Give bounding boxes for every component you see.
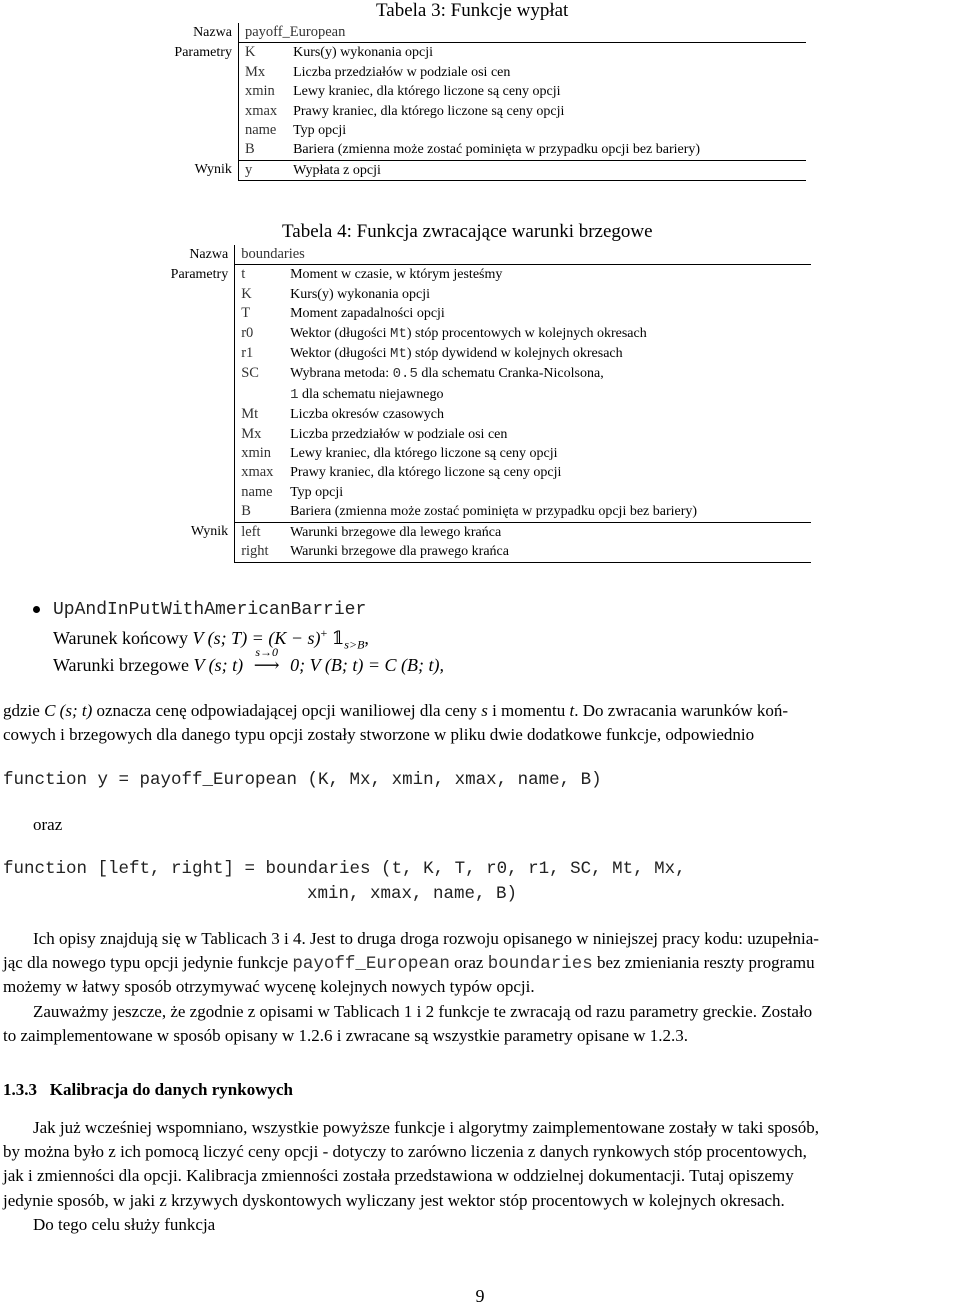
row-label	[153, 324, 235, 344]
table-row	[153, 405, 811, 424]
table-row	[158, 23, 806, 43]
code-boundaries-line-2: xmin, xmax, name, B)	[307, 884, 518, 904]
row-label: Wynik	[194, 162, 232, 178]
paragraph-2-line-2	[3, 953, 815, 974]
table-row	[153, 364, 811, 384]
row-label: Wynik	[190, 524, 229, 540]
table-row	[153, 285, 811, 304]
row-label	[158, 63, 238, 82]
row-label	[153, 425, 235, 444]
desc-code: Mt	[390, 325, 407, 342]
param-name: Mt	[235, 405, 284, 424]
table-row	[153, 542, 811, 562]
result-desc: Wypłata z opcji	[287, 160, 806, 180]
text: bez zmieniania reszty programu	[592, 953, 815, 972]
param-name: xmax	[235, 463, 284, 482]
row-label	[153, 285, 235, 304]
boundary-rhs: 0; V (B; t) = C (B; t),	[290, 655, 444, 675]
table-row	[153, 522, 811, 542]
row-label	[153, 344, 235, 364]
result-desc: Warunki brzegowe dla prawego krańca	[284, 542, 811, 562]
function-name: boundaries	[235, 245, 811, 265]
math-s: s	[481, 701, 488, 720]
param-desc: Moment zapadalności opcji	[290, 306, 445, 322]
table4-caption: Tabela 4: Funkcja zwracające warunki brzegowe	[282, 221, 653, 242]
section-heading	[3, 1080, 293, 1100]
desc-code: 0.5	[392, 366, 418, 383]
row-label: Nazwa	[189, 247, 229, 262]
code-boundaries-line-1: function [left, right] = boundaries (t, K, T, r0, r1, SC, Mt, Mx,	[3, 859, 686, 879]
terminal-condition	[53, 626, 369, 653]
text: oraz	[449, 953, 488, 972]
result-name: right	[235, 542, 284, 562]
table-row	[158, 63, 806, 82]
boundary-label: Warunki brzegowe	[53, 655, 189, 675]
param-name: xmin	[235, 444, 284, 463]
param-desc: Kurs(y) wykonania opcji	[290, 286, 431, 302]
table-row	[153, 502, 811, 522]
param-name: name	[238, 121, 287, 140]
param-desc: Moment w czasie, w którym jesteśmy	[290, 267, 503, 283]
param-name: K	[235, 285, 284, 304]
param-name: r0	[235, 324, 284, 344]
row-label	[158, 121, 238, 140]
row-label	[153, 502, 235, 522]
row-label	[153, 444, 235, 463]
text: oznacza cenę odpowiadającej opcji waniliowej dla ceny	[92, 701, 482, 720]
param-name: name	[235, 483, 284, 502]
result-desc: Warunki brzegowe dla lewego krańca	[284, 522, 811, 542]
param-desc: Bariera (zmienna może zostać pominięta w przypadku opcji bez bariery)	[290, 504, 698, 520]
table-row	[153, 344, 811, 364]
text: i momentu	[487, 701, 570, 720]
boundary-lhs: V (s; t)	[193, 655, 244, 675]
table-row	[158, 140, 806, 160]
table-row	[158, 160, 806, 180]
param-name: xmax	[238, 102, 287, 121]
param-name: t	[235, 265, 284, 285]
desc-code: Mt	[390, 346, 407, 363]
param-desc	[284, 364, 811, 384]
param-desc: Lewy kraniec, dla którego liczone są ceny opcji	[290, 446, 558, 462]
param-desc: Kurs(y) wykonania opcji	[293, 45, 434, 61]
terminal-indicator: 𝟙	[331, 628, 345, 648]
table3	[158, 23, 806, 181]
param-desc: Liczba przedziałów w podziale osi cen	[290, 426, 508, 442]
param-name: B	[238, 140, 287, 160]
table-row	[153, 245, 811, 265]
param-desc: Prawy kraniec, dla którego liczone są ceny opcji	[290, 465, 562, 481]
param-name: B	[235, 502, 284, 522]
paragraph-4-line-2: by można było z ich pomocą liczyć ceny opcji - dotyczy to zarówno liczenia z danych rynkowych stóp procentowych,	[3, 1142, 807, 1161]
table-row	[153, 444, 811, 463]
text: . Do zwracania warunków koń-	[574, 701, 789, 720]
table3-caption: Tabela 3: Funkcje wypłat	[376, 0, 569, 21]
paragraph-4-line-3: jak i zmienności dla opcji. Kalibracja zmienności została przedstawiona w oddzielnej dokumentacji. Tutaj opiszemy	[3, 1166, 794, 1185]
row-label	[158, 102, 238, 121]
table-row	[158, 121, 806, 140]
bullet-title: UpAndInPutWithAmericanBarrier	[53, 600, 367, 620]
oraz-word: oraz	[33, 815, 63, 834]
inline-code: payoff_European	[292, 954, 450, 974]
param-desc: Typ opcji	[293, 123, 347, 139]
boundary-arrow: ⟶	[253, 655, 280, 675]
param-desc: Liczba okresów czasowych	[290, 407, 445, 423]
text: jąc dla nowego typu opcji jedynie funkcje	[3, 953, 293, 972]
table-row	[153, 265, 811, 285]
result-name: y	[238, 160, 287, 180]
paragraph-3-line-1: Zauważmy jeszcze, że zgodnie z opisami w Tablicach 1 i 2 funkcje te zwracają od razu parametry greckie. Zostało	[33, 1002, 813, 1021]
param-name: r1	[235, 344, 284, 364]
terminal-label: Warunek końcowy	[53, 628, 189, 648]
param-desc	[284, 324, 811, 344]
param-name: K	[238, 43, 287, 63]
table-row	[153, 324, 811, 344]
table-row	[158, 82, 806, 101]
terminal-end: ,	[364, 628, 369, 648]
row-label	[153, 463, 235, 482]
row-label	[153, 385, 235, 405]
param-desc: Prawy kraniec, dla którego liczone są ceny opcji	[293, 103, 565, 119]
param-desc	[284, 344, 811, 364]
param-name: xmin	[238, 82, 287, 101]
param-name	[235, 385, 284, 405]
table-row	[153, 483, 811, 502]
boundary-condition	[53, 645, 444, 676]
boundary-arrow-group	[248, 645, 286, 676]
row-label	[158, 140, 238, 160]
row-label	[153, 405, 235, 424]
section-number: 1.3.3	[3, 1080, 37, 1099]
inline-code: boundaries	[487, 954, 593, 974]
row-label: Parametry	[170, 266, 229, 282]
table-row	[158, 43, 806, 63]
result-name: left	[235, 522, 284, 542]
param-desc: Bariera (zmienna może zostać pominięta w przypadku opcji bez bariery)	[293, 142, 701, 158]
paragraph-1-line-2: cowych i brzegowych dla danego typu opcji zostały stworzone w pliku dwie dodatkowe funkcje, odpowiednio	[3, 725, 755, 744]
row-label	[153, 304, 235, 323]
paragraph-2-line-1: Ich opisy znajdują się w Tablicach 3 i 4. Jest to druga droga rozwoju opisanego w niniejszej pracy kodu: uzupełnia-	[33, 929, 819, 948]
param-name: Mx	[235, 425, 284, 444]
row-label	[153, 364, 235, 384]
paragraph-2-line-3: możemy w łatwy sposób otrzymywać wycenę kolejnych nowych typów opcji.	[3, 977, 535, 996]
text: gdzie	[3, 701, 45, 720]
desc-text: ) stóp procentowych w kolejnych okresach	[406, 325, 647, 341]
param-name: SC	[235, 364, 284, 384]
terminal-sup: +	[320, 626, 328, 640]
table-row	[153, 385, 811, 405]
table-row	[153, 425, 811, 444]
function-name: payoff_European	[238, 23, 806, 43]
row-label: Nazwa	[193, 25, 232, 40]
table-row	[153, 304, 811, 323]
terminal-sub: s>B	[344, 637, 365, 652]
page-number: 9	[475, 1286, 485, 1306]
param-desc	[284, 385, 811, 405]
table-row	[158, 102, 806, 121]
desc-text: dla schematu niejawnego	[298, 386, 444, 402]
desc-text: dla schematu Cranka-Nicolsona,	[417, 366, 604, 382]
terminal-formula: V (s; T) = (K − s)	[192, 628, 321, 648]
param-desc: Liczba przedziałów w podziale osi cen	[293, 64, 511, 80]
param-desc: Lewy kraniec, dla którego liczone są ceny opcji	[293, 84, 561, 100]
desc-text: Wybrana metoda:	[290, 366, 393, 382]
math-t: t	[569, 701, 575, 720]
row-label	[158, 82, 238, 101]
paragraph-1-line-1	[3, 701, 788, 721]
paragraph-4-line-5: Do tego celu służy funkcja	[33, 1215, 216, 1234]
row-label	[153, 483, 235, 502]
desc-code: 1	[290, 386, 299, 403]
table-row	[153, 463, 811, 482]
row-label: Parametry	[174, 44, 232, 60]
paragraph-4-line-4: jedynie sposób, w jaki z krzywych dyskontowych wyliczany jest wektor stóp procentowych w kolejnych okresach.	[3, 1191, 785, 1210]
boundary-arrow-label: s→0	[255, 645, 278, 659]
param-desc: Typ opcji	[290, 484, 344, 500]
paragraph-4-line-1: Jak już wcześniej wspomniano, wszystkie powyższe funkcje i algorytmy zaimplementowane zostały w taki sposób,	[33, 1118, 820, 1137]
section-title: Kalibracja do danych rynkowych	[49, 1080, 293, 1099]
param-name: T	[235, 304, 284, 323]
paragraph-3-line-2: to zaimplementowane w sposób opisany w 1.2.6 i zwracane są wszystkie parametry opisane w 1.2.3.	[3, 1026, 689, 1045]
table4	[153, 245, 811, 563]
math-c: C (s; t)	[44, 701, 93, 720]
param-name: Mx	[238, 63, 287, 82]
code-payoff: function y = payoff_European (K, Mx, xmin, xmax, name, B)	[3, 770, 602, 790]
desc-text: Wektor (długości	[290, 325, 391, 341]
desc-text: ) stóp dywidend w kolejnych okresach	[406, 346, 623, 362]
row-label	[153, 542, 235, 562]
bullet-marker	[33, 606, 40, 613]
desc-text: Wektor (długości	[290, 346, 391, 362]
